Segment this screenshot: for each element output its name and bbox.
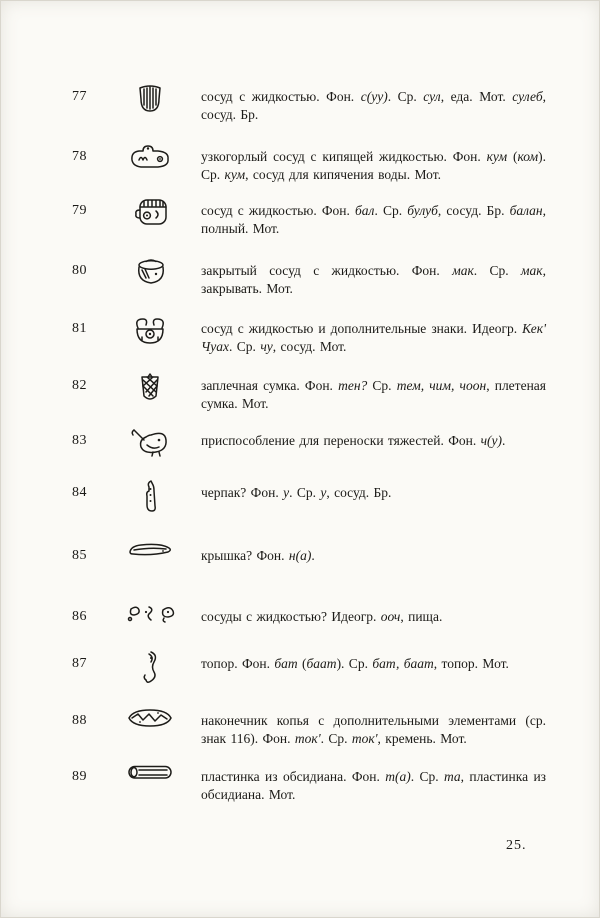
entry-description: сосуды с жидкостью? Идеогр. ооч, пища. (201, 609, 443, 624)
vessel-bal-glyph-icon (110, 197, 190, 243)
entry-number: 84 (72, 485, 87, 500)
page-number: 25. (506, 838, 527, 853)
vessel-with-liquid-glyph-icon (110, 83, 190, 129)
entry-description: крышка? Фон. н(а). (201, 548, 315, 563)
catalog-entry (0, 547, 600, 599)
spearhead-glyph-icon (110, 707, 190, 753)
entry-number: 86 (72, 609, 87, 624)
catalog-entry (0, 432, 600, 484)
entry-number: 85 (72, 548, 87, 563)
entry-description: наконечник копья с дополнительными элементами (ср. знак 116). Фон. ток'. Ср. ток', кремень. Мот. (201, 713, 546, 747)
shoulder-bag-glyph-icon (110, 372, 190, 418)
entry-description: пластинка из обсидиана. Фон. т(а). Ср. та, пластинка из обсидиана. Мот. (201, 769, 546, 803)
vessel-with-signs-glyph-icon (110, 315, 190, 361)
obsidian-plate-glyph-icon (110, 763, 190, 809)
carrying-device-glyph-icon (110, 427, 190, 473)
ladle-glyph-icon (110, 479, 190, 525)
catalog-entry (0, 377, 600, 429)
entry-number: 78 (72, 149, 87, 164)
entry-number: 83 (72, 433, 87, 448)
entry-description: закрытый сосуд с жидкостью. Фон. мак. Ср. мак, закрывать. Мот. (201, 263, 546, 297)
entry-description: сосуд с жидкостью и дополнительные знаки. Идеогр. Кек' Чуах. Ср. чу, сосуд. Мот. (201, 321, 546, 355)
catalog-entry (0, 148, 600, 200)
entry-number: 81 (72, 321, 87, 336)
entry-description: узкогорлый сосуд с кипящей жидкостью. Фон. кум (ком). Ср. кум, сосуд для кипячения воды. Мот. (201, 149, 547, 183)
entry-number: 88 (72, 713, 87, 728)
entry-number: 79 (72, 203, 87, 218)
catalog-entry (0, 88, 600, 140)
catalog-entry (0, 655, 600, 707)
entry-description: черпак? Фон. у. Ср. у, сосуд. Бр. (201, 485, 392, 500)
entry-number: 80 (72, 263, 87, 278)
axe-glyph-icon (110, 650, 190, 696)
entry-number: 89 (72, 769, 87, 784)
closed-vessel-glyph-icon (110, 257, 190, 303)
entry-number: 82 (72, 378, 87, 393)
catalog-entry (0, 484, 600, 536)
entry-description: сосуд с жидкостью. Фон. с(уу). Ср. сул, еда. Мот. сулеб, сосуд. Бр. (201, 89, 546, 123)
entry-description: топор. Фон. бат (баат). Ср. бат, баат, топор. Мот. (201, 656, 509, 671)
catalog-entry (0, 320, 600, 372)
entry-description: сосуд с жидкостью. Фон. бал. Ср. булуб, сосуд. Бр. балан, полный. Мот. (201, 203, 546, 237)
lid-glyph-icon (110, 542, 190, 588)
catalog-entry (0, 262, 600, 314)
entry-number: 87 (72, 656, 87, 671)
catalog-entry (0, 712, 600, 764)
entry-description: заплечная сумка. Фон. тен? Ср. тем, чим, чоон, плетеная сумка. Мот. (201, 378, 546, 412)
catalog-entry (0, 608, 600, 660)
catalog-entry (0, 768, 600, 820)
entry-description: приспособление для переноски тяжестей. Фон. ч(у). (201, 433, 506, 448)
entry-number: 77 (72, 89, 87, 104)
narrow-neck-vessel-glyph-icon (110, 143, 190, 189)
vessels-with-liquid-glyph-icon (110, 603, 190, 649)
catalog-entry (0, 202, 600, 254)
